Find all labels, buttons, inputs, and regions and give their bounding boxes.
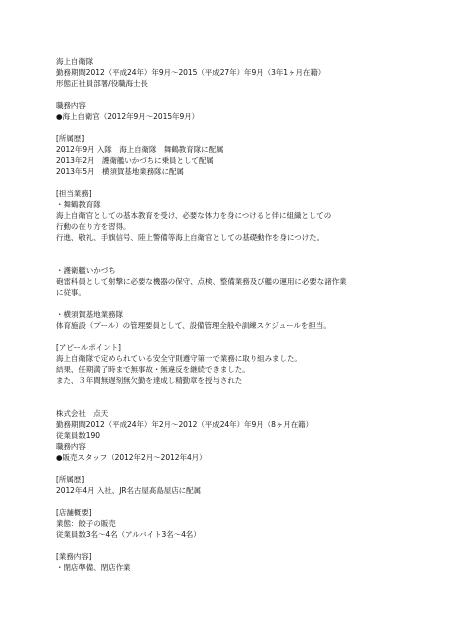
store-text: 業態：餃子の販売 — [56, 519, 116, 528]
affiliation-desc: 横須賀基地業務隊に配属 — [102, 167, 184, 176]
job-detail: ●海上自衛官（2012年9月～2015年9月） — [56, 112, 200, 121]
affiliation-desc: 海上自衛隊 舞鶴教育隊に配属 — [119, 145, 224, 154]
affiliation-date: 2013年5月 — [56, 167, 95, 176]
affiliation-date: 2013年2月 — [56, 156, 95, 165]
store-text: 従業員数3名～4名（アルバイト3名～4名） — [56, 530, 201, 539]
job-heading: 職務内容 — [56, 442, 86, 451]
affiliation-heading: [所属歴] — [56, 475, 85, 484]
appeal-text: 結果、任期満了時まで無事故・無違反を継続できました。 — [56, 365, 250, 374]
resume-body — [56, 56, 436, 573]
affiliation-heading: [所属歴] — [56, 134, 85, 143]
affiliation-text: 2012年4月 入社、JR名古屋髙島屋店に配属 — [56, 486, 202, 495]
affiliation-date: 2012年9月 入隊 — [56, 145, 112, 154]
duty-title: ・舞鶴教育隊 — [56, 200, 101, 209]
work-text: ・閉店準備、閉店作業 — [56, 563, 131, 572]
duty-text: 砲雷科員として射撃に必要な機器の保守、点検、整備業務及び艦の運用に必要な諸作業 — [56, 277, 347, 286]
duty-text: に従事。 — [56, 288, 86, 297]
employee-count: 従業員数190 — [56, 431, 100, 440]
duties-heading: [担当業務] — [56, 189, 92, 198]
appeal-heading: [アピールポイント] — [56, 343, 121, 352]
company-name: 海上自衛隊 — [56, 57, 94, 66]
affiliation-row — [56, 155, 436, 166]
duty-text: 行動の在り方を習得。 — [56, 222, 131, 231]
employment-period: 勤務期間2012（平成24年）年2月～2012（平成24年）年9月（8ヶ月在籍） — [56, 420, 314, 429]
duty-title: ・横須賀基地業務隊 — [56, 310, 124, 319]
appeal-text: また、３年間無遅刻無欠勤を達成し精勤章を授与された — [56, 376, 243, 385]
duty-text: 海上自衛官としての基本教育を受け、必要な体力を身につけると伴に組織としての — [56, 211, 332, 220]
appeal-text: 海上自衛隊で定められている安全守則遵守第一で業務に取り組みました。 — [56, 354, 302, 363]
affiliation-row — [56, 166, 436, 177]
affiliation-desc: 護衛艦いかづちに乗員として配属 — [102, 156, 214, 165]
company-name: 株式会社 点天 — [56, 409, 109, 418]
duty-title: ・護衛艦いかづち — [56, 266, 116, 275]
affiliation-row — [56, 144, 436, 155]
duty-text: 行進、敬礼、手旗信号、陸上警備等海上自衛官としての基礎動作を身につけた。 — [56, 233, 325, 242]
job-heading: 職務内容 — [56, 101, 86, 110]
employment-period: 勤務期間2012（平成24年）年9月～2015（平成27年）年9月（3年1ヶ月在籍） — [56, 68, 326, 77]
store-heading: [店舗概要] — [56, 508, 92, 517]
job-detail: ●販売スタッフ（2012年2月～2012年4月） — [56, 453, 207, 462]
employment-form-position: 形態正社員部署/役職海士長 — [56, 79, 148, 88]
duty-text: 体育施設（プール）の管理要員として、設備管理全般や訓練スケジュールを担当。 — [56, 321, 331, 330]
work-heading: [業務内容] — [56, 552, 92, 561]
